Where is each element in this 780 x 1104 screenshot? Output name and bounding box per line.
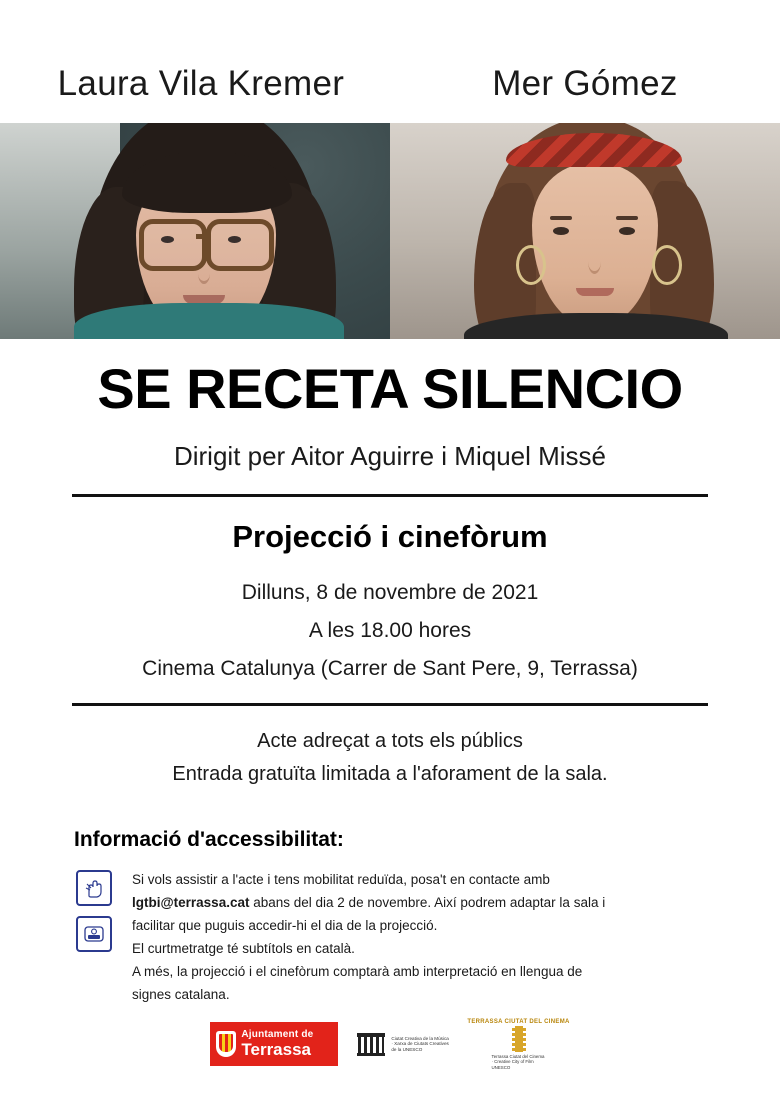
ajuntament-label: Ajuntament de xyxy=(241,1029,314,1041)
footer-logos xyxy=(0,1019,780,1071)
portrait-right-eye-left xyxy=(553,227,569,235)
performer-name-right: Mer Gómez xyxy=(492,64,678,103)
accessibility-line-3: facilitar que puguis accedir-hi el dia de la projecció. xyxy=(132,917,438,933)
ajuntament-terrassa-logo xyxy=(210,1022,338,1066)
portrait-left-shirt xyxy=(74,303,344,339)
entry-note: Entrada gratuïta limitada a l'aforament de la sala. xyxy=(172,763,608,785)
film-directors: Dirigit per Aitor Aguirre i Miquel Missé xyxy=(173,441,607,471)
portrait-left-nose xyxy=(198,263,210,284)
film-city-caption: Terrassa Ciutat del Cinema · Creative City of Film UNESCO xyxy=(491,1053,545,1070)
portrait-photo-right xyxy=(390,123,780,339)
film-title: SE RECETA SILENCIO xyxy=(97,357,683,420)
accessibility-icons xyxy=(76,868,132,1008)
portrait-right-mouth xyxy=(576,288,614,296)
portrait-left-glasses-lens-left xyxy=(139,219,207,271)
film-strip-icon xyxy=(512,1026,526,1052)
subtitles-icon xyxy=(76,916,112,952)
accessibility-line-4: El curtmetratge té subtítols en català. xyxy=(132,940,355,956)
performer-photos-row xyxy=(0,123,780,339)
accessibility-line-6: signes catalana. xyxy=(132,986,230,1002)
portrait-right-earring-left xyxy=(516,245,546,285)
audience-note: Acte adreçat a tots els públics xyxy=(257,730,523,752)
accessibility-line-1 xyxy=(132,870,706,891)
divider-top xyxy=(72,494,708,497)
event-venue: Cinema Catalunya (Carrer de Sant Pere, 9, Terrassa) xyxy=(142,657,638,680)
event-type: Projecció i cinefòrum xyxy=(232,519,548,554)
event-time: A les 18.00 hores xyxy=(308,619,472,642)
accessibility-line-1a: Si vols assistir a l'acte i tens mobilitat reduïda, posa't en contacte amb xyxy=(132,872,550,887)
contact-email[interactable]: lgtbi@terrassa.cat xyxy=(132,894,250,910)
divider-bottom xyxy=(72,703,708,706)
performer-names-row xyxy=(0,0,780,101)
terrassa-film-city-logo xyxy=(467,1019,569,1071)
performer-name-left: Laura Vila Kremer xyxy=(57,64,345,103)
unesco-logo xyxy=(356,1029,449,1059)
accessibility-line-5: A més, la projecció i el cinefòrum comptarà amb interpretació en llengua de xyxy=(132,963,583,979)
unesco-caption: Ciutat Creativa de la Música · Xarxa de Ciutats Creatives de la UNESCO xyxy=(391,1035,449,1053)
portrait-right-earring-right xyxy=(652,245,682,285)
event-date: Dilluns, 8 de novembre de 2021 xyxy=(241,581,539,604)
accessibility-heading: Informació d'accessibilitat: xyxy=(74,828,344,851)
terrassa-shield-icon xyxy=(216,1031,236,1057)
portrait-left-glasses-lens-right xyxy=(206,219,274,271)
film-city-title: TERRASSA CIUTAT DEL CINEMA xyxy=(467,1018,570,1025)
accessibility-line-1b: abans del dia 2 de novembre. Així podrem adaptar la sala i xyxy=(253,894,606,910)
terrassa-label: Terrassa xyxy=(241,1039,312,1059)
portrait-photo-left xyxy=(0,123,390,339)
portrait-right-eyebrow-left xyxy=(550,216,572,220)
sign-language-icon xyxy=(76,870,112,906)
accessibility-line-2 xyxy=(132,893,706,914)
unesco-temple-icon xyxy=(356,1029,386,1059)
portrait-right-nose xyxy=(588,249,601,274)
portrait-left-glasses-bridge xyxy=(196,234,210,239)
portrait-right-eyebrow-right xyxy=(616,216,638,220)
accessibility-block xyxy=(76,868,706,1008)
portrait-right-eye-right xyxy=(619,227,635,235)
accessibility-text xyxy=(132,868,706,1008)
